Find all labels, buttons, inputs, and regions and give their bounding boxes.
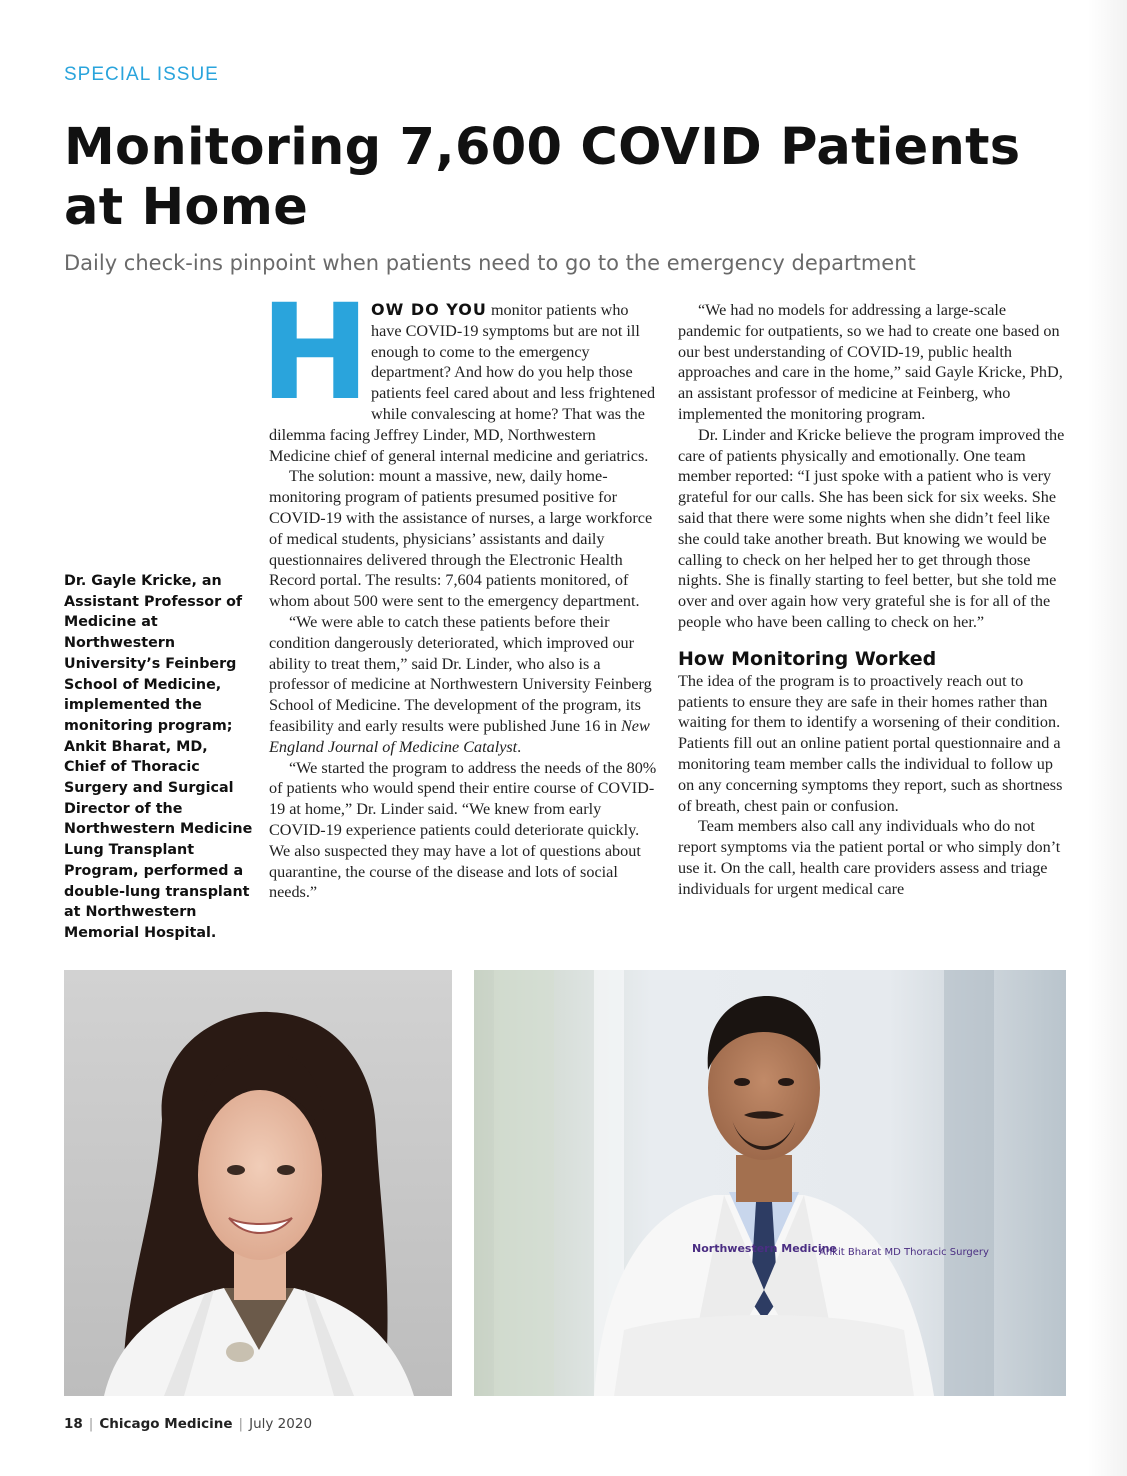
portrait-illustration-bharat	[474, 970, 1066, 1396]
page-edge-shadow	[1087, 0, 1127, 1476]
footer-separator-2: |	[238, 1416, 244, 1432]
article-title: Monitoring 7,600 COVID Patients at Home	[64, 118, 1021, 237]
page-footer	[64, 1414, 312, 1434]
paragraph-3-text: “We were able to catch these patients before their condition dangerously deteriorated, which improved our ability to treat them,” said Dr. Linder, who also is a professor of medicine at Northwestern University Feinberg School of Medicine. The development of the program, its feasibility and early results were published June 16 in	[269, 612, 652, 735]
section-kicker: SPECIAL ISSUE	[64, 64, 219, 85]
paragraph-1-text: monitor patients who have COVID-19 symptoms but are not ill enough to come to the emergency department? And how do you help those patients feel cared about and less frightened while convalescing at home? That was the dilemma facing Jeffrey Linder, MD, Northwestern Medicine chief of general internal medicine and geriatrics.	[269, 301, 656, 465]
portrait-photo-bharat	[474, 970, 1066, 1396]
issue-date: July 2020	[249, 1416, 313, 1432]
portrait-illustration-kricke	[64, 970, 452, 1396]
paragraph-3	[269, 612, 657, 758]
section-heading: How Monitoring Worked	[678, 647, 937, 670]
paragraph-1	[259, 276, 657, 466]
coat-logo: Northwestern Medicine	[692, 1242, 837, 1255]
article-subtitle: Daily check-ins pinpoint when patients need to go to the emergency department	[64, 251, 916, 275]
portrait-photo-kricke	[64, 970, 452, 1396]
paragraph-2: The solution: mount a massive, new, daily home-monitoring program of patients presumed positive for COVID-19 with the assistance of nurses, a large workforce of medical students, physicians’ assistants and daily questionnaires delivered through the Electronic Health Record portal. The results: 7,604 patients monitored, of whom about 500 were sent to the emergency department.	[269, 467, 653, 611]
publication-name: Chicago Medicine	[99, 1416, 233, 1432]
journal-title: New England Journal of Medicine Catalyst	[269, 716, 650, 756]
lead-in: OW DO YOU	[371, 300, 487, 319]
article-column-2	[678, 300, 1066, 900]
footer-separator-1: |	[88, 1416, 94, 1432]
photo-caption: Dr. Gayle Kricke, an Assistant Professor of Medicine at Northwestern University’s Feinberg School of Medicine, implemented the monitoring program; Ankit Bharat, MD, Chief of Thoracic Surgery and Surgical Director of the Northwestern Medicine Lung Transplant Program, performed a double-lung transplant at Northwestern Memorial Hospital.	[64, 573, 253, 941]
paragraph-8: Team members also call any individuals who do not report symptoms via the patient portal or who simply don’t use it. On the call, health care providers assess and triage individuals for urgent medical care	[678, 817, 1061, 898]
page-number: 18	[64, 1416, 83, 1432]
paragraph-5: “We had no models for addressing a large-scale pandemic for outpatients, so we had to create one based on our best understanding of COVID-19, public health approaches and care in the home,” said Gayle Kricke, PhD, an assistant professor of medicine at Feinberg, who implemented the monitoring program.	[678, 301, 1063, 423]
drop-cap: H	[259, 276, 371, 430]
paragraph-6: Dr. Linder and Kricke believe the program improved the care of patients physically and emotionally. One team member reported: “I just spoke with a patient who is very grateful for our calls. She has been sick for six weeks. She said that there were some nights when she didn’t feel like she could take another breath. But knowing we would be calling to check on her helped her to get through those nights. She is finally starting to feel better, but she told me over and over again how very grateful she is for all of the people who have been calling to check on her.”	[678, 425, 1065, 631]
coat-name: Ankit Bharat MD Thoracic Surgery	[819, 1247, 989, 1258]
article-column-1	[259, 276, 657, 903]
paragraph-3-end: .	[517, 737, 522, 756]
paragraph-7: The idea of the program is to proactively reach out to patients to ensure they are safe in their homes rather than waiting for them to identify a worsening of their condition. Patients fill out an online patient portal questionnaire and a monitoring team member calls the individual to follow up on any concerning symptoms they report, such as shortness of breath, chest pain or confusion.	[678, 671, 1063, 815]
paragraph-4: “We started the program to address the needs of the 80% of patients who would spend their entire course of COVID-19 at home,” Dr. Linder said. “We knew from early COVID-19 experience patients could deteriorate quickly. We also suspected they may have a lot of questions about quarantine, the course of the disease and lots of social needs.”	[269, 758, 657, 902]
